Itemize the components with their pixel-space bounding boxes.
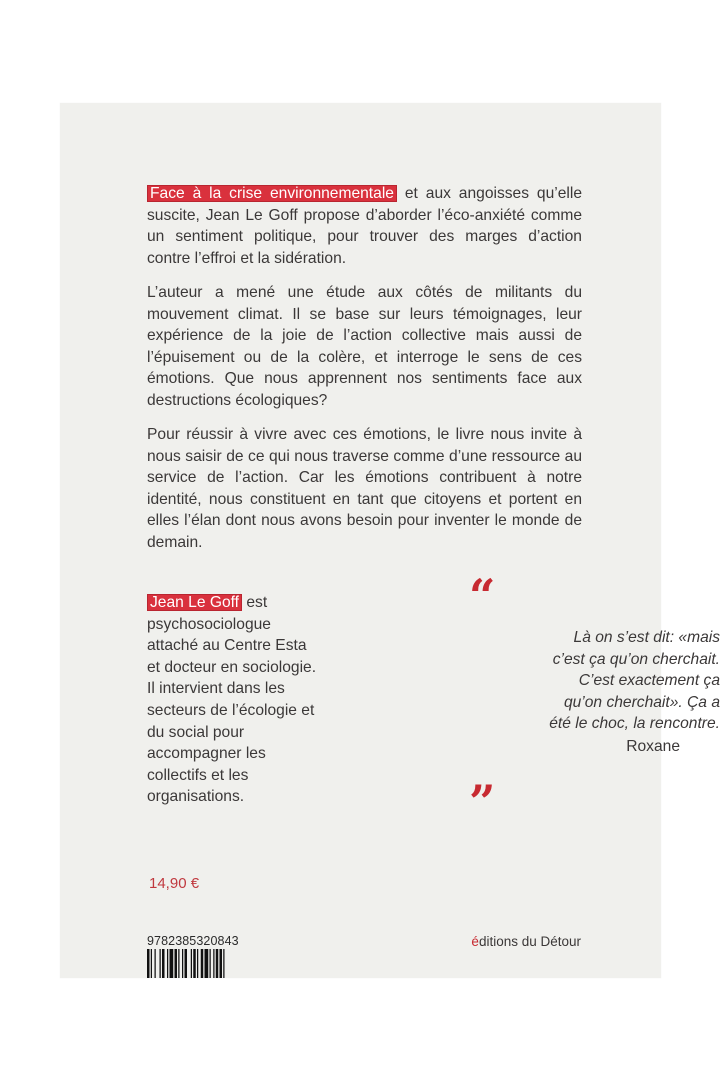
author-name: Jean Le Goff: [147, 594, 242, 611]
close-quote-mark: ”: [469, 775, 496, 829]
quote-text: [375, 627, 720, 735]
quote-line: C’est exactement ça: [578, 672, 720, 689]
quote-line: qu’on cherchait». Ça a: [563, 693, 720, 711]
isbn-number: 9782385320843: [147, 934, 239, 948]
blurb-paragraph-1-text: et aux angoisses qu’elle suscite, Jean Le Goff propose d’aborder l’éco-anxiété comme un sentiment politique, pour trouver des marges d’action contre l’effroi et la sidération.: [147, 185, 583, 267]
publisher-name: ditions du Détour: [478, 934, 581, 949]
publisher-accent: é: [471, 934, 479, 949]
quote-line: été le choc, la rencontre.: [549, 715, 720, 732]
book-back-cover: [60, 103, 720, 978]
author-bio-text: est psychosociologue attaché au Centre Esta et docteur en sociologie. Il intervient dans les secteurs de l’écologie et du social pour accompagner les collectifs et les organisations.: [147, 594, 317, 806]
open-quote-mark: “: [469, 569, 496, 623]
blurb-paragraph-2: L’auteur a mené une étude aux côtés de militants du mouvement climat. Il se base sur leurs témoignages, leur expérience de la joie de l’action collective mais aussi de l’épuisement ou de la colère, et interroge le sens de ces émotions. Que nous apprennent nos sentiments face aux destructions écologiques?: [147, 284, 582, 409]
blurb-paragraph-1: [147, 183, 582, 269]
blurb-text: [147, 183, 582, 566]
quote-attribution: Roxane: [626, 738, 680, 755]
barcode-graphic: [147, 949, 252, 978]
highlighted-phrase: Face à la crise environnementale: [147, 185, 397, 202]
barcode: [147, 949, 252, 978]
blurb-paragraph-3: Pour réussir à vivre avec ces émotions, le livre nous invite à nous saisir de ce qui nous traverse comme d’une ressource au service de l’action. Car les émotions contribuent à notre identité, nous constituent en tant que citoyens et portent en elles l’élan dont nous avons besoin pour inventer le monde de demain.: [147, 426, 582, 551]
author-bio: [147, 592, 322, 808]
publisher-logo: [471, 934, 581, 949]
price: 14,90 €: [149, 875, 200, 892]
quote-line: c’est ça qu’on cherchait.: [552, 650, 720, 668]
quote-line: Là on s’est dit: «mais: [573, 629, 720, 646]
